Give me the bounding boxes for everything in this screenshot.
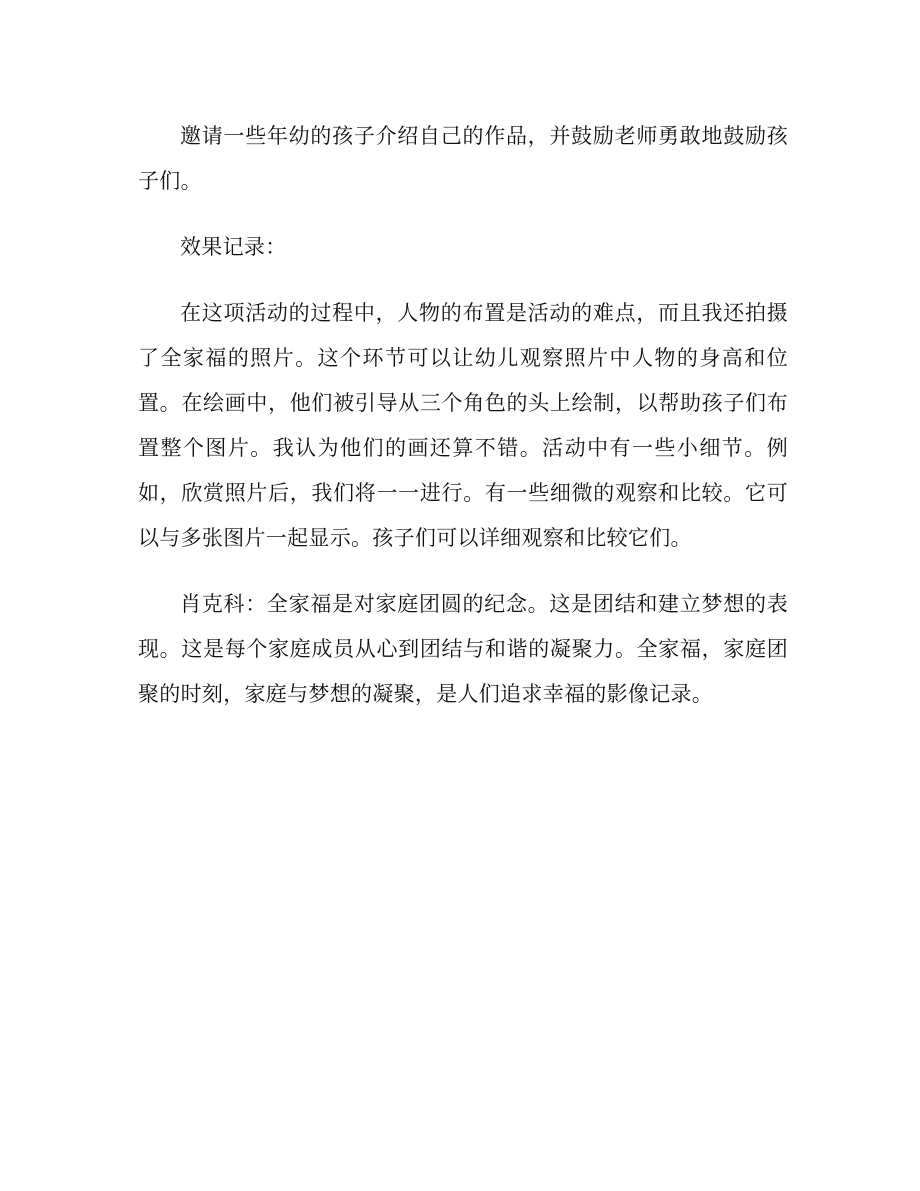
paragraph-invitation: 邀请一些年幼的孩子介绍自己的作品，并鼓励老师勇敢地鼓励孩子们。 bbox=[138, 124, 788, 193]
paragraph-activity-record: 在这项活动的过程中，人物的布置是活动的难点，而且我还拍摄了全家福的照片。这个环节可以让幼儿观察照片中人物的身高和位置。在绘画中，他们被引导从三个角色的头上绘制，以帮助孩子们布置整个图片。我认为他们的画还算不错。活动中有一些小细节。例如，欣赏照片后，我们将一一进行。有一些细微的观察和比较。它可以与多张图片一起显示。孩子们可以详细观察和比较它们。 bbox=[138, 301, 788, 550]
document-body bbox=[138, 114, 788, 717]
paragraph-effect-heading: 效果记录： bbox=[180, 235, 287, 259]
paragraph-family-photo-comment: 肖克科：全家福是对家庭团圆的纪念。这是团结和建立梦想的表现。这是每个家庭成员从心到团结与和谐的凝聚力。全家福，家庭团聚的时刻，家庭与梦想的凝聚，是人们追求幸福的影像记录。 bbox=[138, 592, 788, 706]
